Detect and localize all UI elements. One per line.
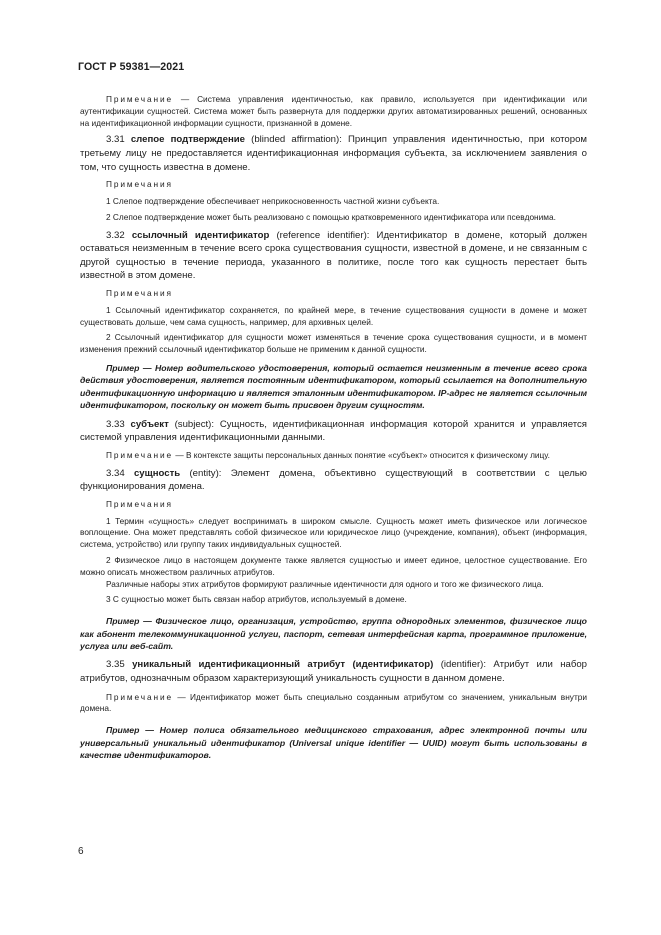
term-name: субъект: [130, 418, 169, 430]
term-number: 3.34: [106, 467, 125, 479]
term-number: 3.35: [106, 659, 125, 671]
note: [80, 94, 587, 129]
term-definition: [80, 467, 587, 494]
term-definition: [80, 658, 587, 685]
note: [80, 692, 587, 716]
term-definition: [80, 229, 587, 283]
term-number: 3.31: [106, 134, 125, 146]
note: 2 Ссылочный идентификатор для сущности может изменяться в течение срока существования сущности, и в момент изменения прежний ссылочный идентификатор больше не применим к данной сущности.: [80, 332, 587, 355]
term-name: сущность: [133, 467, 181, 479]
example: Пример — Физическое лицо, организация, устройство, группа однородных элементов, физическое лицо как абонент телекоммуникационной услуги, паспорт, сетевая интерфейсная карта, программное приложение, услуга или веб-сайт.: [80, 616, 587, 651]
term-name: слепое подтверждение: [130, 134, 245, 146]
term-text: (subject): Сущность, идентификационная информация которой хранится и управляется системой управления идентификационными данными.: [80, 418, 587, 444]
term-text: (blinded affirmation): Принцип управления идентичностью, при котором третьему лицу не предоставляется идентификационная информация субъекта, за исключением заявления о том, что сущность известна в домене.: [80, 134, 587, 173]
note: 3 С сущностью может быть связан набор атрибутов, используемый в домене.: [106, 594, 407, 605]
term-text: (entity): Элемент домена, объективно существующий в соответствии с целью функционирования домена.: [80, 467, 587, 493]
note-label: Примечание: [106, 449, 174, 460]
note-text: — Система управления идентичностью, как правило, используется при идентификации или аутентификации сущностей. Система может быть развернута для поддержки других автоматизированных решений, основанных на идентификационной информации сущности, признанной в домене.: [80, 94, 587, 128]
note-label: Примечание: [106, 691, 174, 702]
term-name: уникальный идентификационный атрибут (идентификатор): [132, 659, 434, 671]
term-text: (reference identifier): Идентификатор в домене, который должен оставаться неизменным в течение всего срока существования сущности, известной в домене, и не связанным с другой сущностью в течение периода, указанного в политике, после того как сущность перестает быть известной в этом домене.: [80, 229, 587, 282]
term-definition: [80, 418, 587, 445]
document-body: [80, 94, 587, 761]
notes-heading: Примечания: [106, 287, 173, 298]
note-text: — В контексте защиты персональных данных понятие «субъект» относится к физическому лицу.: [173, 449, 550, 460]
note: 2 Физическое лицо в настоящем документе также является сущностью и имеет единое, целостное существование. Его можно описать множеством различных атрибутов.: [80, 554, 587, 577]
example: Пример — Номер полиса обязательного медицинского страхования, адрес электронной почты или универсальный уникальный идентификатор (Universal unique identifier — UUID) могут быть использованы в качестве идентификаторов.: [80, 725, 587, 760]
note: Различные наборы этих атрибутов формируют различные идентичности для одного и того же физического лица.: [106, 578, 544, 589]
page-number: 6: [78, 846, 84, 857]
term-definition: [80, 133, 587, 174]
term-text: (identifier): Атрибут или набор атрибутов, однозначным образом характеризующий уникальность сущности в данном домене.: [80, 659, 588, 684]
note-text: — Идентификатор может быть специально созданным атрибутом со значением, уникальным внутри домена.: [80, 691, 587, 714]
note: 1 Термин «сущность» следует воспринимать в широком смысле. Сущность может иметь физическое или логическое воплощение. Она может представлять собой физическое или юридическое лицо (учреждение, компания), объект (информация, система, устройство) или группу таких индивидуальных сущностей.: [80, 515, 587, 550]
note-label: Примечание: [106, 94, 174, 104]
note: 1 Ссылочный идентификатор сохраняется, по крайней мере, в течение существования сущности в домене и может существовать дольше, чем сама сущность, например, для архивных целей.: [80, 304, 587, 327]
note: 2 Слепое подтверждение может быть реализовано с помощью кратковременного идентификатора или псевдонима.: [106, 211, 556, 222]
term-name: ссылочный идентификатор: [131, 229, 270, 241]
notes-heading: Примечания: [106, 179, 173, 190]
note: 1 Слепое подтверждение обеспечивает неприкосновенность частной жизни субъекта.: [106, 195, 440, 206]
document-header: ГОСТ Р 59381—2021: [78, 61, 185, 73]
note: [80, 450, 587, 462]
example: Пример — Номер водительского удостоверения, который остается неизменным в течение всего срока действия удостоверения, является постоянным идентификатором, который ссылается на дополнительную идентификационную информацию и является эталонным идентификатором. IP-адрес не является ссылочным идентификатором, поскольку он может быть присвоен другим сущностям.: [80, 362, 587, 411]
notes-heading: Примечания: [106, 498, 173, 509]
term-number: 3.33: [106, 418, 125, 430]
term-number: 3.32: [106, 229, 125, 241]
